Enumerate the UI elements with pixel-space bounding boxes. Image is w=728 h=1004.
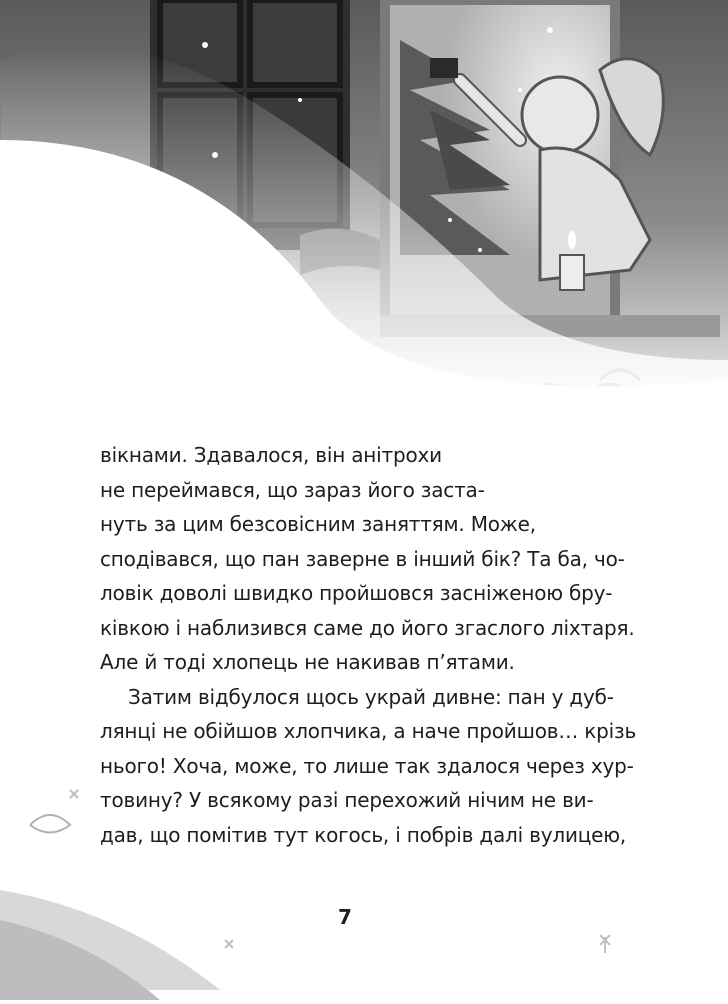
page-number: 7 bbox=[338, 905, 352, 929]
text-line: не переймався, що зараз його заста- bbox=[100, 477, 485, 502]
text-line: лянці не обійшов хлопчика, а наче пройшов… крізь bbox=[100, 719, 637, 743]
text-line: ківкою і наблизився саме до його згаслого ліхтаря. bbox=[100, 615, 635, 640]
text-line: товину? У всякому разі перехожий нічим не ви- bbox=[100, 788, 594, 812]
text-line: Затим відбулося щось украй дивне: пан у дуб- bbox=[128, 684, 614, 709]
text-line: вікнами. Здавалося, він анітрохи bbox=[100, 443, 442, 467]
bottom-snow-swirl bbox=[0, 780, 728, 1000]
illustration-window-scene bbox=[0, 0, 728, 440]
window-scene-art bbox=[0, 0, 728, 440]
text-line: сподівався, що пан заверне в інший бік? Та ба, чо- bbox=[100, 546, 625, 571]
text-line: нього! Хоча, може, то лише так здалося через хур- bbox=[100, 753, 634, 778]
text-line: ловік доволі швидко пройшовся засніженою бру- bbox=[100, 581, 613, 605]
paragraph-1 bbox=[100, 438, 635, 680]
text-line: нуть за цим безсовісним заняттям. Може, bbox=[100, 512, 536, 536]
text-line: дав, що помітив тут когось, і побрів далі вулицею, bbox=[100, 822, 627, 847]
snow-swirl-art bbox=[0, 780, 728, 1000]
text-line: Але й тоді хлопець не накивав п’ятами. bbox=[100, 650, 515, 674]
